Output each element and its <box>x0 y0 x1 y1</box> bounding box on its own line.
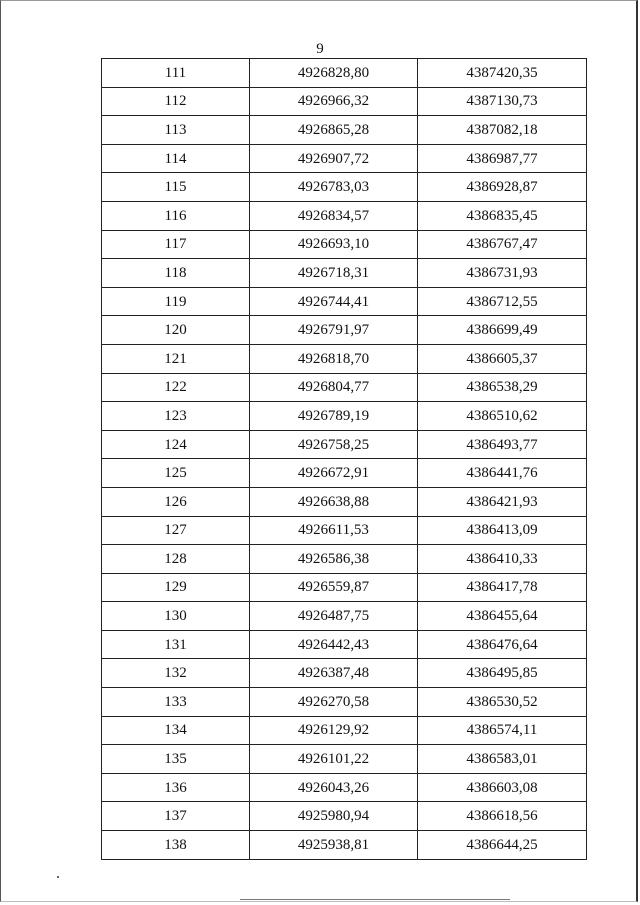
y-coordinate-cell: 4386835,45 <box>418 201 587 230</box>
y-coordinate-cell: 4386510,62 <box>418 402 587 431</box>
point-number-cell: 130 <box>102 602 250 631</box>
y-coordinate-cell: 4386987,77 <box>418 144 587 173</box>
x-coordinate-cell: 4926758,25 <box>250 430 418 459</box>
point-number-cell: 124 <box>102 430 250 459</box>
point-number-cell: 116 <box>102 201 250 230</box>
point-number-cell: 128 <box>102 545 250 574</box>
point-number-cell: 111 <box>102 59 250 88</box>
x-coordinate-cell: 4926586,38 <box>250 545 418 574</box>
table-row <box>102 230 587 259</box>
y-coordinate-cell: 4387082,18 <box>418 116 587 145</box>
y-coordinate-cell: 4386530,52 <box>418 688 587 717</box>
x-coordinate-cell: 4926966,32 <box>250 87 418 116</box>
point-number-cell: 115 <box>102 173 250 202</box>
table-row <box>102 545 587 574</box>
table-row <box>102 87 587 116</box>
table-row <box>102 459 587 488</box>
coordinates-table-body <box>102 59 587 860</box>
x-coordinate-cell: 4925980,94 <box>250 802 418 831</box>
point-number-cell: 131 <box>102 630 250 659</box>
x-coordinate-cell: 4926270,58 <box>250 688 418 717</box>
x-coordinate-cell: 4926693,10 <box>250 230 418 259</box>
x-coordinate-cell: 4926828,80 <box>250 59 418 88</box>
table-row <box>102 516 587 545</box>
x-coordinate-cell: 4926744,41 <box>250 287 418 316</box>
table-row <box>102 201 587 230</box>
x-coordinate-cell: 4925938,81 <box>250 831 418 860</box>
point-number-cell: 122 <box>102 373 250 402</box>
point-number-cell: 113 <box>102 116 250 145</box>
table-row <box>102 144 587 173</box>
y-coordinate-cell: 4386583,01 <box>418 745 587 774</box>
point-number-cell: 121 <box>102 344 250 373</box>
y-coordinate-cell: 4386441,76 <box>418 459 587 488</box>
point-number-cell: 135 <box>102 745 250 774</box>
y-coordinate-cell: 4386493,77 <box>418 430 587 459</box>
point-number-cell: 112 <box>102 87 250 116</box>
x-coordinate-cell: 4926487,75 <box>250 602 418 631</box>
y-coordinate-cell: 4386605,37 <box>418 344 587 373</box>
x-coordinate-cell: 4926559,87 <box>250 573 418 602</box>
x-coordinate-cell: 4926101,22 <box>250 745 418 774</box>
table-row <box>102 59 587 88</box>
x-coordinate-cell: 4926804,77 <box>250 373 418 402</box>
table-row <box>102 173 587 202</box>
x-coordinate-cell: 4926129,92 <box>250 716 418 745</box>
x-coordinate-cell: 4926907,72 <box>250 144 418 173</box>
y-coordinate-cell: 4386767,47 <box>418 230 587 259</box>
y-coordinate-cell: 4386421,93 <box>418 487 587 516</box>
scan-speck <box>57 876 59 878</box>
x-coordinate-cell: 4926789,19 <box>250 402 418 431</box>
y-coordinate-cell: 4386574,11 <box>418 716 587 745</box>
point-number-cell: 118 <box>102 259 250 288</box>
x-coordinate-cell: 4926442,43 <box>250 630 418 659</box>
y-coordinate-cell: 4386495,85 <box>418 659 587 688</box>
table-row <box>102 773 587 802</box>
point-number-cell: 127 <box>102 516 250 545</box>
table-row <box>102 259 587 288</box>
point-number-cell: 134 <box>102 716 250 745</box>
y-coordinate-cell: 4386644,25 <box>418 831 587 860</box>
table-row <box>102 602 587 631</box>
point-number-cell: 129 <box>102 573 250 602</box>
point-number-cell: 125 <box>102 459 250 488</box>
x-coordinate-cell: 4926818,70 <box>250 344 418 373</box>
y-coordinate-cell: 4387420,35 <box>418 59 587 88</box>
point-number-cell: 136 <box>102 773 250 802</box>
y-coordinate-cell: 4386618,56 <box>418 802 587 831</box>
table-row <box>102 630 587 659</box>
y-coordinate-cell: 4386928,87 <box>418 173 587 202</box>
table-row <box>102 487 587 516</box>
table-row <box>102 688 587 717</box>
point-number-cell: 123 <box>102 402 250 431</box>
point-number-cell: 117 <box>102 230 250 259</box>
y-coordinate-cell: 4386417,78 <box>418 573 587 602</box>
point-number-cell: 138 <box>102 831 250 860</box>
point-number-cell: 126 <box>102 487 250 516</box>
x-coordinate-cell: 4926783,03 <box>250 173 418 202</box>
x-coordinate-cell: 4926791,97 <box>250 316 418 345</box>
point-number-cell: 132 <box>102 659 250 688</box>
y-coordinate-cell: 4386413,09 <box>418 516 587 545</box>
x-coordinate-cell: 4926718,31 <box>250 259 418 288</box>
coordinates-table <box>101 58 587 860</box>
y-coordinate-cell: 4386712,55 <box>418 287 587 316</box>
table-row <box>102 659 587 688</box>
x-coordinate-cell: 4926834,57 <box>250 201 418 230</box>
point-number-cell: 120 <box>102 316 250 345</box>
x-coordinate-cell: 4926672,91 <box>250 459 418 488</box>
table-row <box>102 745 587 774</box>
x-coordinate-cell: 4926638,88 <box>250 487 418 516</box>
table-row <box>102 344 587 373</box>
bottom-edge-line <box>240 899 510 900</box>
point-number-cell: 114 <box>102 144 250 173</box>
y-coordinate-cell: 4386410,33 <box>418 545 587 574</box>
y-coordinate-cell: 4386731,93 <box>418 259 587 288</box>
table-row <box>102 831 587 860</box>
y-coordinate-cell: 4386538,29 <box>418 373 587 402</box>
table-row <box>102 287 587 316</box>
y-coordinate-cell: 4387130,73 <box>418 87 587 116</box>
y-coordinate-cell: 4386603,08 <box>418 773 587 802</box>
table-row <box>102 316 587 345</box>
table-row <box>102 430 587 459</box>
table-row <box>102 716 587 745</box>
x-coordinate-cell: 4926043,26 <box>250 773 418 802</box>
y-coordinate-cell: 4386476,64 <box>418 630 587 659</box>
table-row <box>102 402 587 431</box>
point-number-cell: 133 <box>102 688 250 717</box>
point-number-cell: 119 <box>102 287 250 316</box>
y-coordinate-cell: 4386699,49 <box>418 316 587 345</box>
table-row <box>102 573 587 602</box>
x-coordinate-cell: 4926387,48 <box>250 659 418 688</box>
y-coordinate-cell: 4386455,64 <box>418 602 587 631</box>
page-number: 9 <box>316 41 324 57</box>
x-coordinate-cell: 4926865,28 <box>250 116 418 145</box>
point-number-cell: 137 <box>102 802 250 831</box>
x-coordinate-cell: 4926611,53 <box>250 516 418 545</box>
table-row <box>102 373 587 402</box>
table-row <box>102 116 587 145</box>
table-row <box>102 802 587 831</box>
